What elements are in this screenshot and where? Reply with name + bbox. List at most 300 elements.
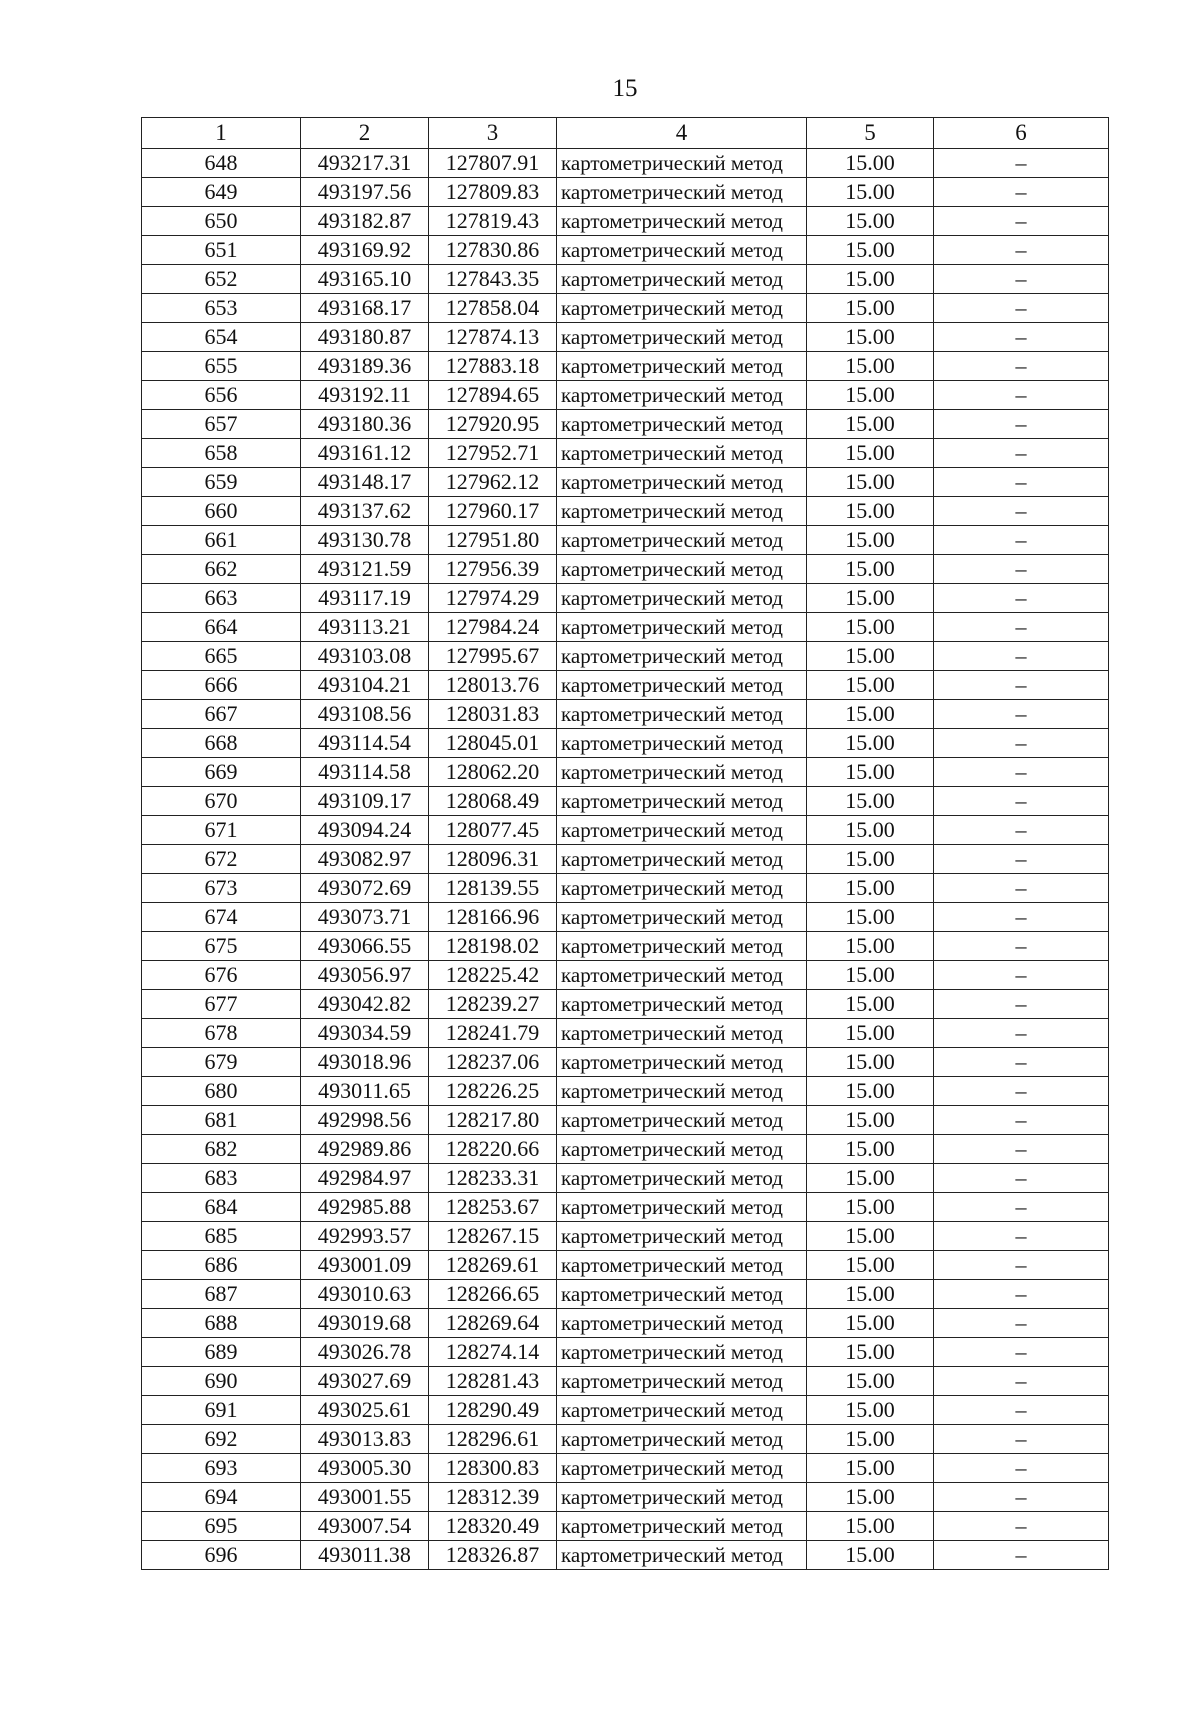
x-coordinate-cell: 493182.87	[301, 207, 429, 236]
table-row	[142, 874, 1109, 903]
point-number-cell: 656	[142, 381, 301, 410]
accuracy-cell: 15.00	[807, 1338, 934, 1367]
accuracy-cell: 15.00	[807, 149, 934, 178]
description-cell: –	[934, 613, 1109, 642]
table-row	[142, 323, 1109, 352]
description-cell: –	[934, 1193, 1109, 1222]
accuracy-cell: 15.00	[807, 352, 934, 381]
point-number-cell: 658	[142, 439, 301, 468]
x-coordinate-cell: 493148.17	[301, 468, 429, 497]
x-coordinate-cell: 493180.36	[301, 410, 429, 439]
x-coordinate-cell: 493007.54	[301, 1512, 429, 1541]
point-number-cell: 694	[142, 1483, 301, 1512]
accuracy-cell: 15.00	[807, 584, 934, 613]
description-cell: –	[934, 439, 1109, 468]
accuracy-cell: 15.00	[807, 816, 934, 845]
x-coordinate-cell: 493180.87	[301, 323, 429, 352]
column-header-3: 3	[429, 118, 557, 149]
point-number-cell: 681	[142, 1106, 301, 1135]
description-cell: –	[934, 1541, 1109, 1570]
accuracy-cell: 15.00	[807, 1309, 934, 1338]
accuracy-cell: 15.00	[807, 468, 934, 497]
method-cell: картометрический метод	[557, 990, 807, 1019]
description-cell: –	[934, 1251, 1109, 1280]
x-coordinate-cell: 493217.31	[301, 149, 429, 178]
x-coordinate-cell: 493114.58	[301, 758, 429, 787]
y-coordinate-cell: 127858.04	[429, 294, 557, 323]
y-coordinate-cell: 127843.35	[429, 265, 557, 294]
method-cell: картометрический метод	[557, 584, 807, 613]
table-row	[142, 410, 1109, 439]
accuracy-cell: 15.00	[807, 1541, 934, 1570]
y-coordinate-cell: 127830.86	[429, 236, 557, 265]
x-coordinate-cell: 493168.17	[301, 294, 429, 323]
point-number-cell: 665	[142, 642, 301, 671]
method-cell: картометрический метод	[557, 787, 807, 816]
point-number-cell: 657	[142, 410, 301, 439]
description-cell: –	[934, 1135, 1109, 1164]
point-number-cell: 651	[142, 236, 301, 265]
x-coordinate-cell: 493109.17	[301, 787, 429, 816]
accuracy-cell: 15.00	[807, 990, 934, 1019]
x-coordinate-cell: 493025.61	[301, 1396, 429, 1425]
description-cell: –	[934, 1280, 1109, 1309]
accuracy-cell: 15.00	[807, 1396, 934, 1425]
description-cell: –	[934, 874, 1109, 903]
y-coordinate-cell: 127819.43	[429, 207, 557, 236]
table-row	[142, 1541, 1109, 1570]
table-row	[142, 497, 1109, 526]
table-row	[142, 1280, 1109, 1309]
table-row	[142, 1222, 1109, 1251]
table-row	[142, 439, 1109, 468]
point-number-cell: 693	[142, 1454, 301, 1483]
description-cell: –	[934, 468, 1109, 497]
method-cell: картометрический метод	[557, 1338, 807, 1367]
y-coordinate-cell: 128031.83	[429, 700, 557, 729]
x-coordinate-cell: 492984.97	[301, 1164, 429, 1193]
point-number-cell: 654	[142, 323, 301, 352]
x-coordinate-cell: 493001.55	[301, 1483, 429, 1512]
x-coordinate-cell: 492993.57	[301, 1222, 429, 1251]
description-cell: –	[934, 294, 1109, 323]
y-coordinate-cell: 128296.61	[429, 1425, 557, 1454]
x-coordinate-cell: 493137.62	[301, 497, 429, 526]
point-number-cell: 664	[142, 613, 301, 642]
table-row	[142, 729, 1109, 758]
accuracy-cell: 15.00	[807, 410, 934, 439]
table-row	[142, 1106, 1109, 1135]
x-coordinate-cell: 493121.59	[301, 555, 429, 584]
table-row	[142, 642, 1109, 671]
accuracy-cell: 15.00	[807, 729, 934, 758]
table-row	[142, 149, 1109, 178]
y-coordinate-cell: 128320.49	[429, 1512, 557, 1541]
accuracy-cell: 15.00	[807, 1135, 934, 1164]
table-row	[142, 468, 1109, 497]
description-cell: –	[934, 845, 1109, 874]
method-cell: картометрический метод	[557, 555, 807, 584]
accuracy-cell: 15.00	[807, 439, 934, 468]
accuracy-cell: 15.00	[807, 555, 934, 584]
coordinates-table	[141, 117, 1109, 1570]
method-cell: картометрический метод	[557, 1019, 807, 1048]
description-cell: –	[934, 787, 1109, 816]
x-coordinate-cell: 493169.92	[301, 236, 429, 265]
y-coordinate-cell: 128096.31	[429, 845, 557, 874]
y-coordinate-cell: 127809.83	[429, 178, 557, 207]
method-cell: картометрический метод	[557, 526, 807, 555]
table-header-row	[142, 118, 1109, 149]
x-coordinate-cell: 493161.12	[301, 439, 429, 468]
x-coordinate-cell: 493113.21	[301, 613, 429, 642]
table-row	[142, 671, 1109, 700]
accuracy-cell: 15.00	[807, 1164, 934, 1193]
column-header-5: 5	[807, 118, 934, 149]
y-coordinate-cell: 128233.31	[429, 1164, 557, 1193]
table-row	[142, 1251, 1109, 1280]
y-coordinate-cell: 127883.18	[429, 352, 557, 381]
table-row	[142, 613, 1109, 642]
y-coordinate-cell: 128045.01	[429, 729, 557, 758]
table-row	[142, 903, 1109, 932]
x-coordinate-cell: 493010.63	[301, 1280, 429, 1309]
description-cell: –	[934, 555, 1109, 584]
point-number-cell: 679	[142, 1048, 301, 1077]
description-cell: –	[934, 1483, 1109, 1512]
point-number-cell: 671	[142, 816, 301, 845]
table-row	[142, 1483, 1109, 1512]
y-coordinate-cell: 128274.14	[429, 1338, 557, 1367]
description-cell: –	[934, 526, 1109, 555]
accuracy-cell: 15.00	[807, 1454, 934, 1483]
y-coordinate-cell: 128013.76	[429, 671, 557, 700]
table-row	[142, 1019, 1109, 1048]
description-cell: –	[934, 352, 1109, 381]
accuracy-cell: 15.00	[807, 294, 934, 323]
table-row	[142, 1367, 1109, 1396]
point-number-cell: 668	[142, 729, 301, 758]
description-cell: –	[934, 1222, 1109, 1251]
description-cell: –	[934, 961, 1109, 990]
method-cell: картометрический метод	[557, 961, 807, 990]
point-number-cell: 670	[142, 787, 301, 816]
description-cell: –	[934, 1512, 1109, 1541]
x-coordinate-cell: 493189.36	[301, 352, 429, 381]
table-row	[142, 1454, 1109, 1483]
description-cell: –	[934, 1367, 1109, 1396]
x-coordinate-cell: 493104.21	[301, 671, 429, 700]
point-number-cell: 688	[142, 1309, 301, 1338]
table-row	[142, 1164, 1109, 1193]
point-number-cell: 667	[142, 700, 301, 729]
point-number-cell: 695	[142, 1512, 301, 1541]
point-number-cell: 680	[142, 1077, 301, 1106]
x-coordinate-cell: 493072.69	[301, 874, 429, 903]
description-cell: –	[934, 323, 1109, 352]
x-coordinate-cell: 493094.24	[301, 816, 429, 845]
x-coordinate-cell: 492985.88	[301, 1193, 429, 1222]
y-coordinate-cell: 128068.49	[429, 787, 557, 816]
method-cell: картометрический метод	[557, 1106, 807, 1135]
y-coordinate-cell: 128241.79	[429, 1019, 557, 1048]
accuracy-cell: 15.00	[807, 1512, 934, 1541]
x-coordinate-cell: 493056.97	[301, 961, 429, 990]
accuracy-cell: 15.00	[807, 1280, 934, 1309]
accuracy-cell: 15.00	[807, 961, 934, 990]
point-number-cell: 648	[142, 149, 301, 178]
x-coordinate-cell: 493042.82	[301, 990, 429, 1019]
method-cell: картометрический метод	[557, 207, 807, 236]
accuracy-cell: 15.00	[807, 932, 934, 961]
y-coordinate-cell: 128281.43	[429, 1367, 557, 1396]
method-cell: картометрический метод	[557, 497, 807, 526]
table-row	[142, 787, 1109, 816]
method-cell: картометрический метод	[557, 729, 807, 758]
description-cell: –	[934, 410, 1109, 439]
y-coordinate-cell: 128290.49	[429, 1396, 557, 1425]
description-cell: –	[934, 1425, 1109, 1454]
method-cell: картометрический метод	[557, 932, 807, 961]
x-coordinate-cell: 493011.38	[301, 1541, 429, 1570]
point-number-cell: 650	[142, 207, 301, 236]
y-coordinate-cell: 127894.65	[429, 381, 557, 410]
y-coordinate-cell: 127951.80	[429, 526, 557, 555]
point-number-cell: 686	[142, 1251, 301, 1280]
method-cell: картометрический метод	[557, 758, 807, 787]
x-coordinate-cell: 493165.10	[301, 265, 429, 294]
description-cell: –	[934, 1454, 1109, 1483]
description-cell: –	[934, 497, 1109, 526]
y-coordinate-cell: 127956.39	[429, 555, 557, 584]
table-row	[142, 1077, 1109, 1106]
point-number-cell: 675	[142, 932, 301, 961]
y-coordinate-cell: 127984.24	[429, 613, 557, 642]
y-coordinate-cell: 128220.66	[429, 1135, 557, 1164]
description-cell: –	[934, 671, 1109, 700]
x-coordinate-cell: 493130.78	[301, 526, 429, 555]
method-cell: картометрический метод	[557, 1280, 807, 1309]
accuracy-cell: 15.00	[807, 903, 934, 932]
point-number-cell: 649	[142, 178, 301, 207]
accuracy-cell: 15.00	[807, 758, 934, 787]
table-row	[142, 1338, 1109, 1367]
description-cell: –	[934, 584, 1109, 613]
table-row	[142, 845, 1109, 874]
point-number-cell: 653	[142, 294, 301, 323]
method-cell: картометрический метод	[557, 439, 807, 468]
accuracy-cell: 15.00	[807, 845, 934, 874]
point-number-cell: 682	[142, 1135, 301, 1164]
y-coordinate-cell: 128062.20	[429, 758, 557, 787]
method-cell: картометрический метод	[557, 1367, 807, 1396]
y-coordinate-cell: 127962.12	[429, 468, 557, 497]
y-coordinate-cell: 127952.71	[429, 439, 557, 468]
y-coordinate-cell: 128300.83	[429, 1454, 557, 1483]
table-row	[142, 178, 1109, 207]
table-row	[142, 236, 1109, 265]
table-body	[142, 149, 1109, 1570]
table-row	[142, 526, 1109, 555]
method-cell: картометрический метод	[557, 468, 807, 497]
point-number-cell: 660	[142, 497, 301, 526]
accuracy-cell: 15.00	[807, 265, 934, 294]
description-cell: –	[934, 758, 1109, 787]
description-cell: –	[934, 178, 1109, 207]
x-coordinate-cell: 493027.69	[301, 1367, 429, 1396]
point-number-cell: 683	[142, 1164, 301, 1193]
method-cell: картометрический метод	[557, 1483, 807, 1512]
x-coordinate-cell: 493005.30	[301, 1454, 429, 1483]
method-cell: картометрический метод	[557, 671, 807, 700]
method-cell: картометрический метод	[557, 1222, 807, 1251]
point-number-cell: 696	[142, 1541, 301, 1570]
y-coordinate-cell: 128269.61	[429, 1251, 557, 1280]
point-number-cell: 690	[142, 1367, 301, 1396]
x-coordinate-cell: 493026.78	[301, 1338, 429, 1367]
point-number-cell: 659	[142, 468, 301, 497]
method-cell: картометрический метод	[557, 1512, 807, 1541]
y-coordinate-cell: 128239.27	[429, 990, 557, 1019]
table-row	[142, 381, 1109, 410]
y-coordinate-cell: 127960.17	[429, 497, 557, 526]
table-row	[142, 700, 1109, 729]
point-number-cell: 692	[142, 1425, 301, 1454]
accuracy-cell: 15.00	[807, 874, 934, 903]
y-coordinate-cell: 128312.39	[429, 1483, 557, 1512]
table-row	[142, 961, 1109, 990]
description-cell: –	[934, 1077, 1109, 1106]
y-coordinate-cell: 128226.25	[429, 1077, 557, 1106]
y-coordinate-cell: 128166.96	[429, 903, 557, 932]
method-cell: картометрический метод	[557, 294, 807, 323]
table-row	[142, 758, 1109, 787]
method-cell: картометрический метод	[557, 816, 807, 845]
accuracy-cell: 15.00	[807, 1483, 934, 1512]
table-row	[142, 816, 1109, 845]
point-number-cell: 689	[142, 1338, 301, 1367]
method-cell: картометрический метод	[557, 700, 807, 729]
description-cell: –	[934, 932, 1109, 961]
point-number-cell: 661	[142, 526, 301, 555]
table-row	[142, 1193, 1109, 1222]
y-coordinate-cell: 128198.02	[429, 932, 557, 961]
description-cell: –	[934, 1019, 1109, 1048]
table-row	[142, 1309, 1109, 1338]
point-number-cell: 662	[142, 555, 301, 584]
table-row	[142, 932, 1109, 961]
table-row	[142, 207, 1109, 236]
table-row	[142, 990, 1109, 1019]
method-cell: картометрический метод	[557, 613, 807, 642]
table-row	[142, 555, 1109, 584]
page-number: 15	[612, 75, 638, 102]
y-coordinate-cell: 127920.95	[429, 410, 557, 439]
method-cell: картометрический метод	[557, 1541, 807, 1570]
table-row	[142, 1512, 1109, 1541]
accuracy-cell: 15.00	[807, 700, 934, 729]
description-cell: –	[934, 990, 1109, 1019]
accuracy-cell: 15.00	[807, 381, 934, 410]
point-number-cell: 678	[142, 1019, 301, 1048]
column-header-1: 1	[142, 118, 301, 149]
x-coordinate-cell: 493108.56	[301, 700, 429, 729]
accuracy-cell: 15.00	[807, 787, 934, 816]
x-coordinate-cell: 493001.09	[301, 1251, 429, 1280]
method-cell: картометрический метод	[557, 1425, 807, 1454]
x-coordinate-cell: 493192.11	[301, 381, 429, 410]
method-cell: картометрический метод	[557, 642, 807, 671]
accuracy-cell: 15.00	[807, 1048, 934, 1077]
accuracy-cell: 15.00	[807, 613, 934, 642]
accuracy-cell: 15.00	[807, 323, 934, 352]
point-number-cell: 674	[142, 903, 301, 932]
description-cell: –	[934, 381, 1109, 410]
point-number-cell: 652	[142, 265, 301, 294]
accuracy-cell: 15.00	[807, 1193, 934, 1222]
point-number-cell: 672	[142, 845, 301, 874]
table-row	[142, 1425, 1109, 1454]
y-coordinate-cell: 128217.80	[429, 1106, 557, 1135]
accuracy-cell: 15.00	[807, 236, 934, 265]
x-coordinate-cell: 493019.68	[301, 1309, 429, 1338]
x-coordinate-cell: 493013.83	[301, 1425, 429, 1454]
y-coordinate-cell: 127974.29	[429, 584, 557, 613]
y-coordinate-cell: 127874.13	[429, 323, 557, 352]
method-cell: картометрический метод	[557, 1251, 807, 1280]
method-cell: картометрический метод	[557, 381, 807, 410]
method-cell: картометрический метод	[557, 1309, 807, 1338]
x-coordinate-cell: 493034.59	[301, 1019, 429, 1048]
accuracy-cell: 15.00	[807, 526, 934, 555]
x-coordinate-cell: 493114.54	[301, 729, 429, 758]
y-coordinate-cell: 128326.87	[429, 1541, 557, 1570]
table-row	[142, 294, 1109, 323]
description-cell: –	[934, 1048, 1109, 1077]
y-coordinate-cell: 128237.06	[429, 1048, 557, 1077]
y-coordinate-cell: 127995.67	[429, 642, 557, 671]
description-cell: –	[934, 700, 1109, 729]
method-cell: картометрический метод	[557, 845, 807, 874]
point-number-cell: 676	[142, 961, 301, 990]
point-number-cell: 673	[142, 874, 301, 903]
column-header-6: 6	[934, 118, 1109, 149]
description-cell: –	[934, 1309, 1109, 1338]
x-coordinate-cell: 492989.86	[301, 1135, 429, 1164]
description-cell: –	[934, 149, 1109, 178]
description-cell: –	[934, 1396, 1109, 1425]
point-number-cell: 684	[142, 1193, 301, 1222]
column-header-2: 2	[301, 118, 429, 149]
x-coordinate-cell: 492998.56	[301, 1106, 429, 1135]
accuracy-cell: 15.00	[807, 207, 934, 236]
point-number-cell: 655	[142, 352, 301, 381]
description-cell: –	[934, 1338, 1109, 1367]
accuracy-cell: 15.00	[807, 1251, 934, 1280]
table-row	[142, 1135, 1109, 1164]
point-number-cell: 666	[142, 671, 301, 700]
y-coordinate-cell: 128225.42	[429, 961, 557, 990]
method-cell: картометрический метод	[557, 149, 807, 178]
method-cell: картометрический метод	[557, 1164, 807, 1193]
y-coordinate-cell: 128139.55	[429, 874, 557, 903]
point-number-cell: 691	[142, 1396, 301, 1425]
method-cell: картометрический метод	[557, 178, 807, 207]
y-coordinate-cell: 128266.65	[429, 1280, 557, 1309]
table-row	[142, 1048, 1109, 1077]
x-coordinate-cell: 493073.71	[301, 903, 429, 932]
point-number-cell: 663	[142, 584, 301, 613]
